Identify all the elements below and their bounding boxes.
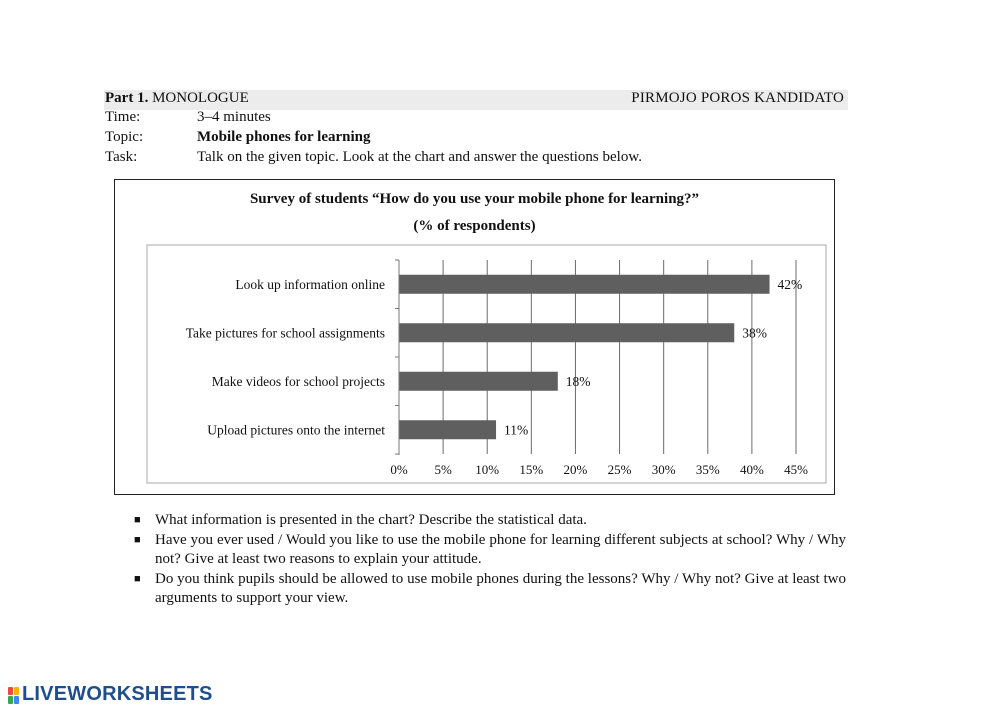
topic-value: Mobile phones for learning <box>197 129 371 145</box>
data-label: 11% <box>504 422 529 438</box>
x-tick-label: 40% <box>739 462 764 477</box>
category-label: Take pictures for school assignments <box>185 325 385 341</box>
candidate-heading: PIRMOJO POROS KANDIDATO <box>631 90 844 106</box>
time-value: 3–4 minutes <box>197 109 271 125</box>
bullet-icon: ■ <box>134 533 141 546</box>
bullet-icon: ■ <box>134 514 141 526</box>
liveworksheets-logo <box>8 683 213 706</box>
logo-text: LIVEWORKSHEETS <box>22 683 213 705</box>
question-item <box>134 511 846 531</box>
question-item <box>134 570 846 609</box>
logo-mark-icon <box>8 686 20 704</box>
question-text: What information is presented in the chart? Describe the statistical data. <box>155 512 587 528</box>
category-label: Upload pictures onto the internet <box>207 422 385 438</box>
bar <box>399 372 558 391</box>
category-label: Look up information online <box>235 276 385 292</box>
bar <box>399 420 496 439</box>
time-label: Time: <box>105 109 141 125</box>
bullet-icon: ■ <box>134 572 141 585</box>
x-tick-label: 10% <box>475 462 500 477</box>
x-tick-label: 15% <box>519 462 544 477</box>
data-label: 38% <box>742 325 767 341</box>
topic-label: Topic: <box>105 129 144 145</box>
task-label: Task: <box>105 149 138 165</box>
x-tick-label: 20% <box>563 462 588 477</box>
part-title: MONOLOGUE <box>152 90 249 106</box>
x-tick-label: 45% <box>784 462 808 477</box>
task-value: Talk on the given topic. Look at the chart and answer the questions below. <box>197 149 642 165</box>
chart-title: Survey of students “How do you use your mobile phone for learning?” <box>249 191 700 207</box>
category-label: Make videos for school projects <box>211 373 385 389</box>
x-tick-label: 0% <box>390 462 408 477</box>
x-tick-label: 35% <box>695 462 720 477</box>
x-tick-label: 30% <box>651 462 676 477</box>
bar <box>399 275 770 294</box>
question-text: Have you ever used / Would you like to use the mobile phone for learning different subjects at school? Why / Why not? Give at least two reasons to explain your attitude. <box>155 531 846 567</box>
question-text: Do you think pupils should be allowed to use mobile phones during the lessons? Why / Why not? Give at least two arguments to support your view. <box>155 570 846 606</box>
chart-subtitle: (% of respondents) <box>413 218 536 234</box>
x-tick-label: 5% <box>434 462 452 477</box>
part-label: Part 1. <box>105 90 149 106</box>
bar <box>399 323 734 342</box>
question-list <box>134 511 846 609</box>
data-label: 42% <box>777 276 803 292</box>
data-label: 18% <box>565 373 591 389</box>
question-item <box>134 531 846 570</box>
x-tick-label: 25% <box>607 462 632 477</box>
